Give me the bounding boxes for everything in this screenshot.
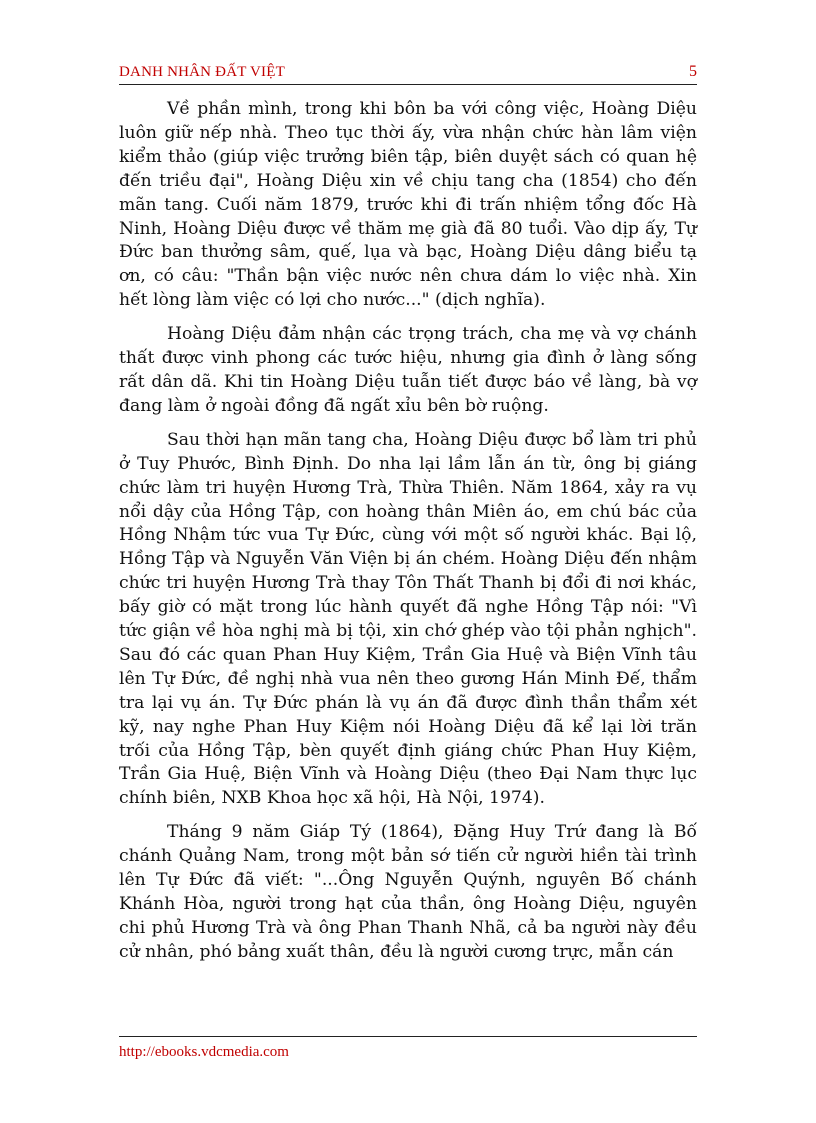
footer-url-link[interactable]: http://ebooks.vdcmedia.com [119,1044,289,1060]
page-footer [119,1036,697,1060]
paragraph-3: Sau thời hạn mãn tang cha, Hoàng Diệu được bổ làm tri phủ ở Tuy Phước, Bình Định. Do nha lại lầm lẫn án từ, ông bị giáng chức làm tri huyện Hương Trà, Thừa Thiên. Năm 1864, xảy ra vụ nổi dậy của Hồng Tập, con hoàng thân Miên áo, em chú bác của Hồng Nhậm tức vua Tự Đức, cùng với một số người khác. Bại lộ, Hồng Tập và Nguyễn Văn Viện bị án chém. Hoàng Diệu đến nhậm chức tri huyện Hương Trà thay Tôn Thất Thanh bị đổi đi nơi khác, bấy giờ có mặt trong lúc hành quyết đã nghe Hồng Tập nói: "Vì tức giận về hòa nghị mà bị tội, xin chớ ghép vào tội phản nghịch". Sau đó các quan Phan Huy Kiệm, Trần Gia Huệ và Biện Vĩnh tâu lên Tự Đức, đề nghị nhà vua nên theo gương Hán Minh Đế, thẩm tra lại vụ án. Tự Đức phán là vụ án đã được đình thần thẩm xét kỹ, nay nghe Phan Huy Kiệm nói Hoàng Diệu đã kể lại lời trăn trối của Hồng Tập, bèn quyết định giáng chức Phan Huy Kiệm, Trần Gia Huệ, Biện Vĩnh và Hoàng Diệu (theo Đại Nam thực lục chính biên, NXB Khoa học xã hội, Hà Nội, 1974). [119,429,697,809]
paragraph-2: Hoàng Diệu đảm nhận các trọng trách, cha mẹ và vợ chánh thất được vinh phong các tước hiệu, nhưng gia đình ở làng sống rất dân dã. Khi tin Hoàng Diệu tuẫn tiết được báo về làng, bà vợ đang làm ở ngoài đồng đã ngất xỉu bên bờ ruộng. [119,324,697,416]
page-header [119,60,697,85]
page-number: 5 [689,63,697,80]
running-title: DANH NHÂN ĐẤT VIỆT [119,64,285,80]
paragraph-1: Về phần mình, trong khi bôn ba với công việc, Hoàng Diệu luôn giữ nếp nhà. Theo tục thời ấy, vừa nhận chức hàn lâm viện kiểm thảo (giúp việc trưởng biên tập, biên duyệt sách có quan hệ đến triều đại", Hoàng Diệu xin về chịu tang cha (1854) cho đến mãn tang. Cuối năm 1879, trước khi đi trấn nhiệm tổng đốc Hà Ninh, Hoàng Diệu được về thăm mẹ già đã 80 tuổi. Vào dịp ấy, Tự Đức ban thưởng sâm, quế, lụa và bạc, Hoàng Diệu dâng biểu tạ ơn, có câu: "Thần bận việc nước nên chưa dám lo việc nhà. Xin hết lòng làm việc có lợi cho nước..." (dịch nghĩa). [119,99,697,311]
paragraph-4: Tháng 9 năm Giáp Tý (1864), Đặng Huy Trứ đang là Bố chánh Quảng Nam, trong một bản sớ tiến cử người hiền tài trình lên Tự Đức đã viết: "...Ông Nguyễn Quýnh, nguyên Bố chánh Khánh Hòa, người trong hạt của thần, ông Hoàng Diệu, nguyên chi phủ Hương Trà và ông Phan Thanh Nhã, cả ba người này đều cử nhân, phó bảng xuất thân, đều là người cương trực, mẫn cán [119,822,697,962]
page-body [119,98,697,975]
